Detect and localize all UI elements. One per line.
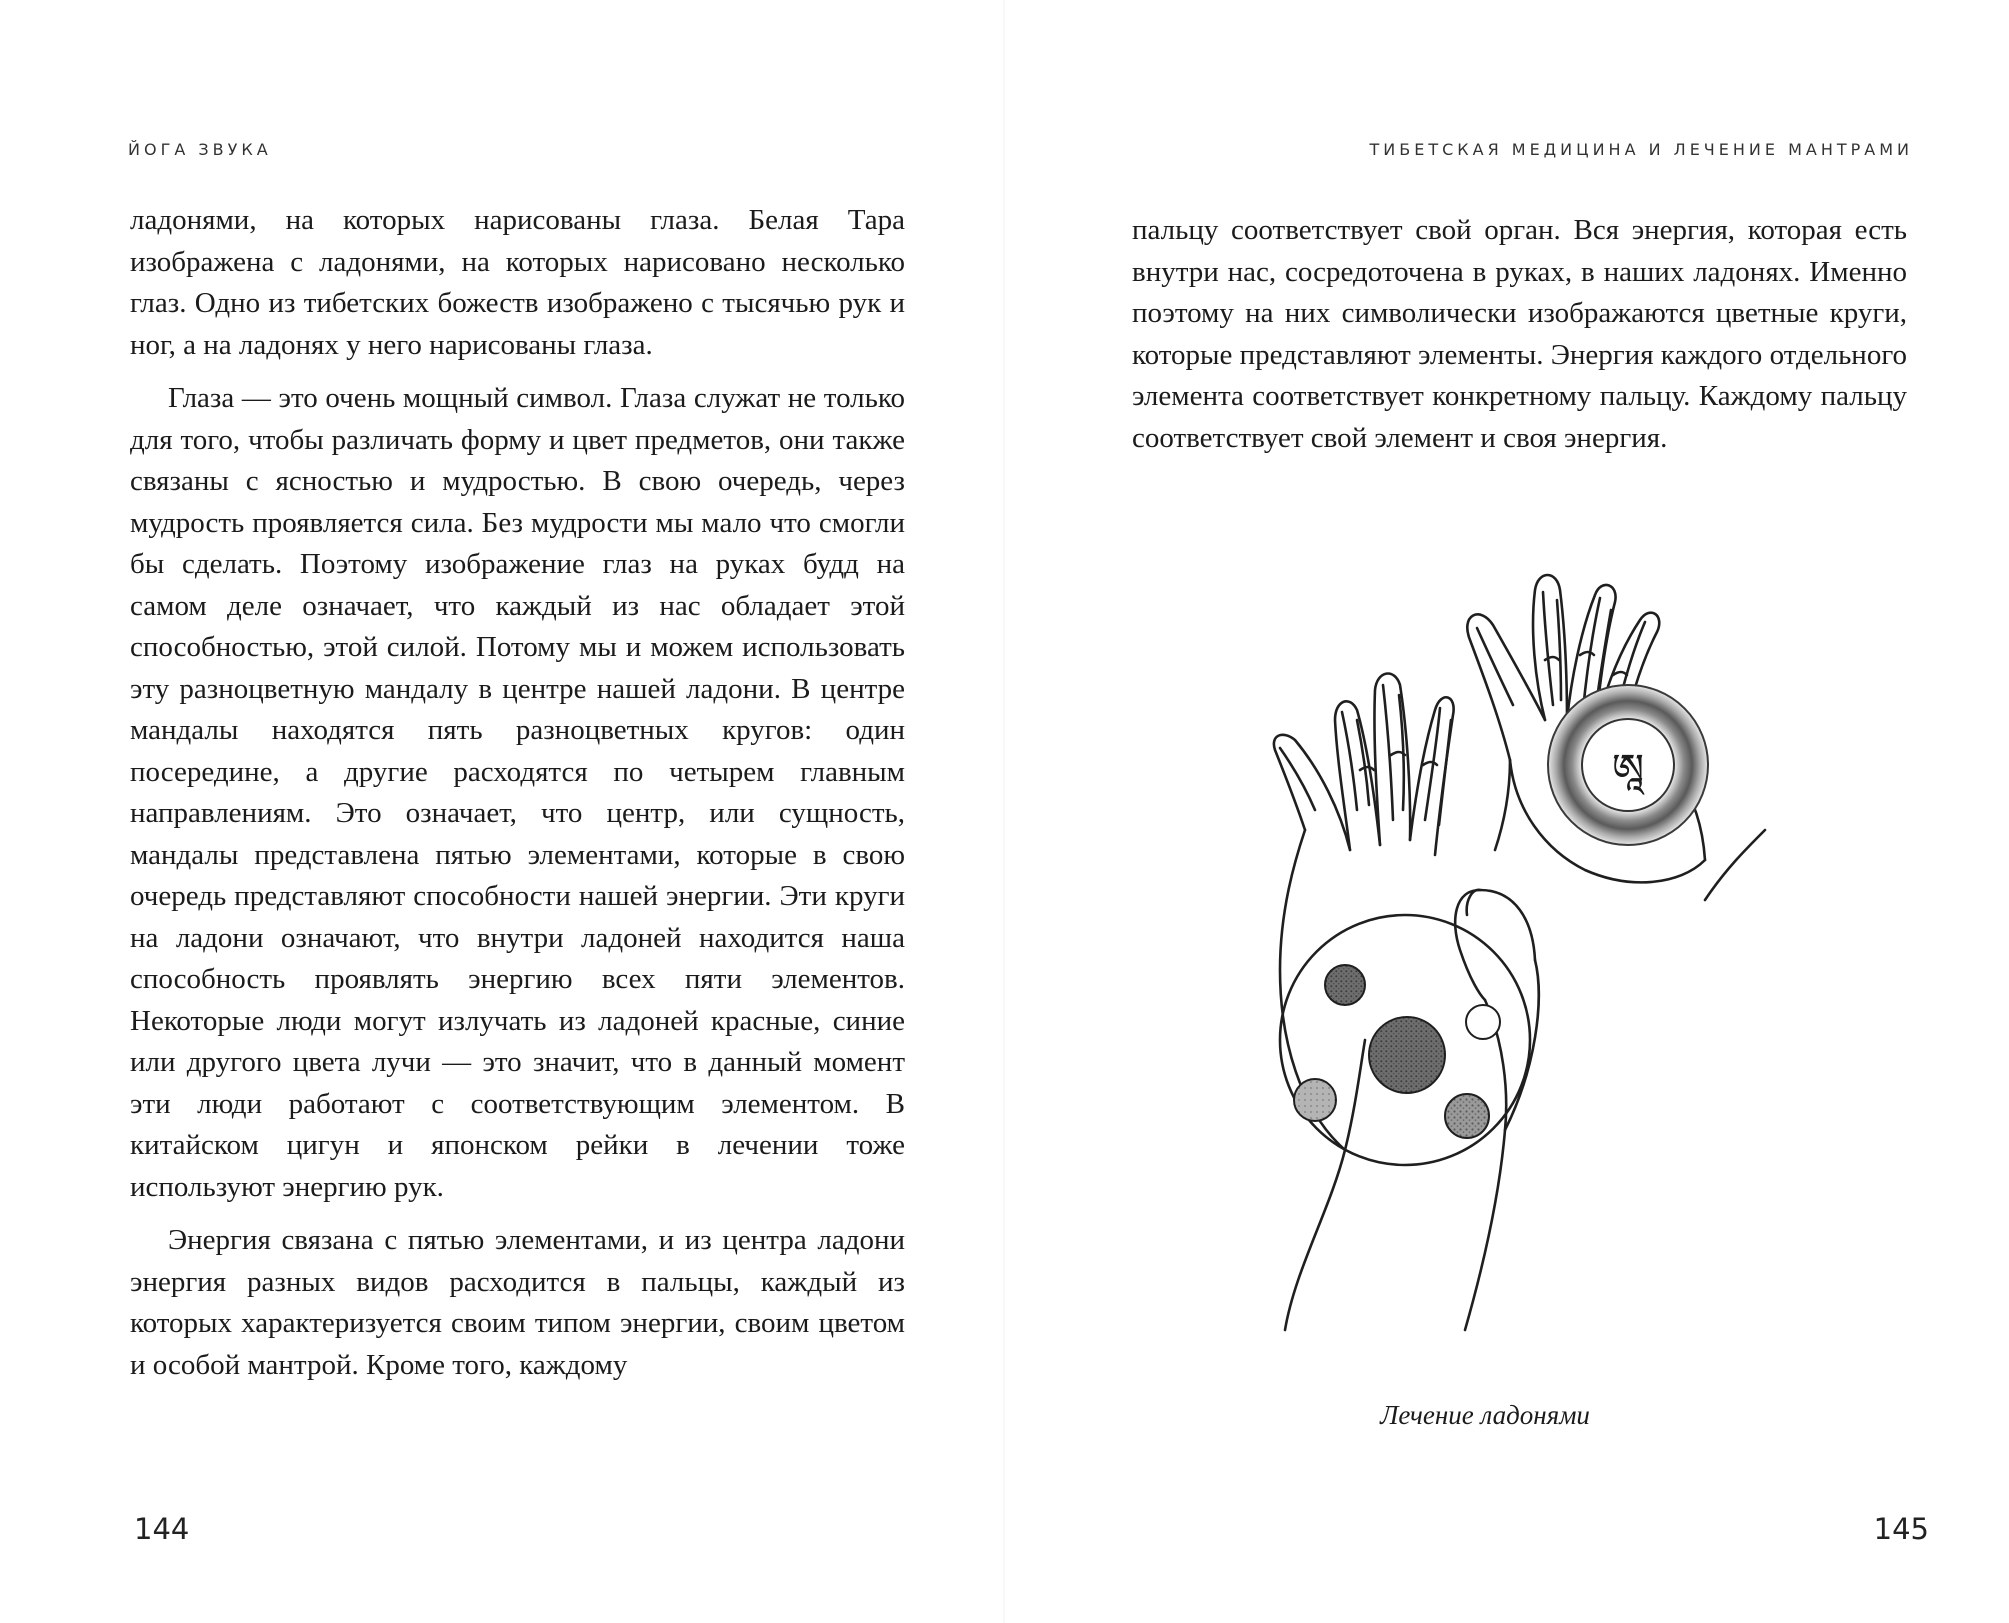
tibetan-syllable: ཨཱ bbox=[1611, 746, 1645, 792]
paragraph: пальцу соответствует свой орган. Вся энергия, которая есть внутри нас, сосредоточена в руках, в наших ладонях. Именно поэтому на них символически изображаются цветные круги, которые представляют элементы. Энергия каждого отдельного элемента соответствует конкретному пальцу. Каждому пальцу соответствует свой элемент и своя энергия. bbox=[1132, 214, 1907, 454]
center-circle bbox=[1369, 1017, 1445, 1093]
top-left-circle bbox=[1325, 965, 1365, 1005]
left-page bbox=[0, 0, 1003, 1623]
left-body-text bbox=[130, 200, 905, 1386]
palms-drawing bbox=[1105, 570, 1825, 1340]
page-number-left: 144 bbox=[134, 1512, 190, 1546]
running-head-left: ЙОГА ЗВУКА bbox=[128, 140, 272, 159]
palms-illustration bbox=[1105, 570, 1825, 1340]
five-element-circles bbox=[1294, 965, 1500, 1138]
bottom-left-circle bbox=[1294, 1079, 1336, 1121]
top-right-circle bbox=[1466, 1005, 1500, 1039]
paragraph: Энергия связана с пятью элементами, и из центра ладони энергия разных видов расходится в пальцы, каждый из которых характеризуется своим типом энергии, своим цветом и особой мантрой. Кроме того, каждому bbox=[130, 1224, 905, 1381]
syllable-ring bbox=[1548, 685, 1708, 845]
lower-hand bbox=[1274, 674, 1539, 1330]
right-body-text bbox=[1132, 210, 1907, 459]
paragraph: Глаза — это очень мощный символ. Глаза служат не только для того, чтобы различать форму и цвет предметов, они также связаны с ясностью и мудростью. В свою очередь, через мудрость проявляется сила. Без мудрости мы мало что смогли бы сделать. Поэтому изображение глаз на руках будд на самом деле означает, что каждый из нас обладает этой способностью, этой силой. Потому мы и можем использовать эту разноцветную мандалу в центре нашей ладони. В центре мандалы находятся пять разноцветных кругов: один посередине, а другие расходятся по четырем главным направлениям. Это означает, что центр, или сущность, мандалы представлена пятью элементами, которые в свою очередь представляют способности нашей энергии. Эти круги на ладони означают, что внутри ладоней находится наша способность проявлять энергию всех пяти элементов. Некоторые люди могут излучать из ладоней красные, синие или другого цвета лучи — это значит, что в данный момент эти люди работают с соответствующим элементом. В китайском цигун и японском рейки в лечении тоже используют энергию рук. bbox=[130, 382, 905, 1203]
running-head-right: ТИБЕТСКАЯ МЕДИЦИНА И ЛЕЧЕНИЕ МАНТРАМИ bbox=[1369, 140, 1913, 159]
paragraph: ладонями, на которых нарисованы глаза. Белая Тара изображена с ладонями, на которых нарисовано несколько глаз. Одно из тибетских божеств изображено с тысячью рук и ног, а на ладонях у него нарисованы глаза. bbox=[130, 204, 905, 361]
right-page bbox=[1005, 0, 2009, 1623]
figure-caption: Лечение ладонями bbox=[1380, 1400, 1590, 1430]
page-number-right: 145 bbox=[1873, 1512, 1929, 1546]
bottom-right-circle bbox=[1445, 1094, 1489, 1138]
